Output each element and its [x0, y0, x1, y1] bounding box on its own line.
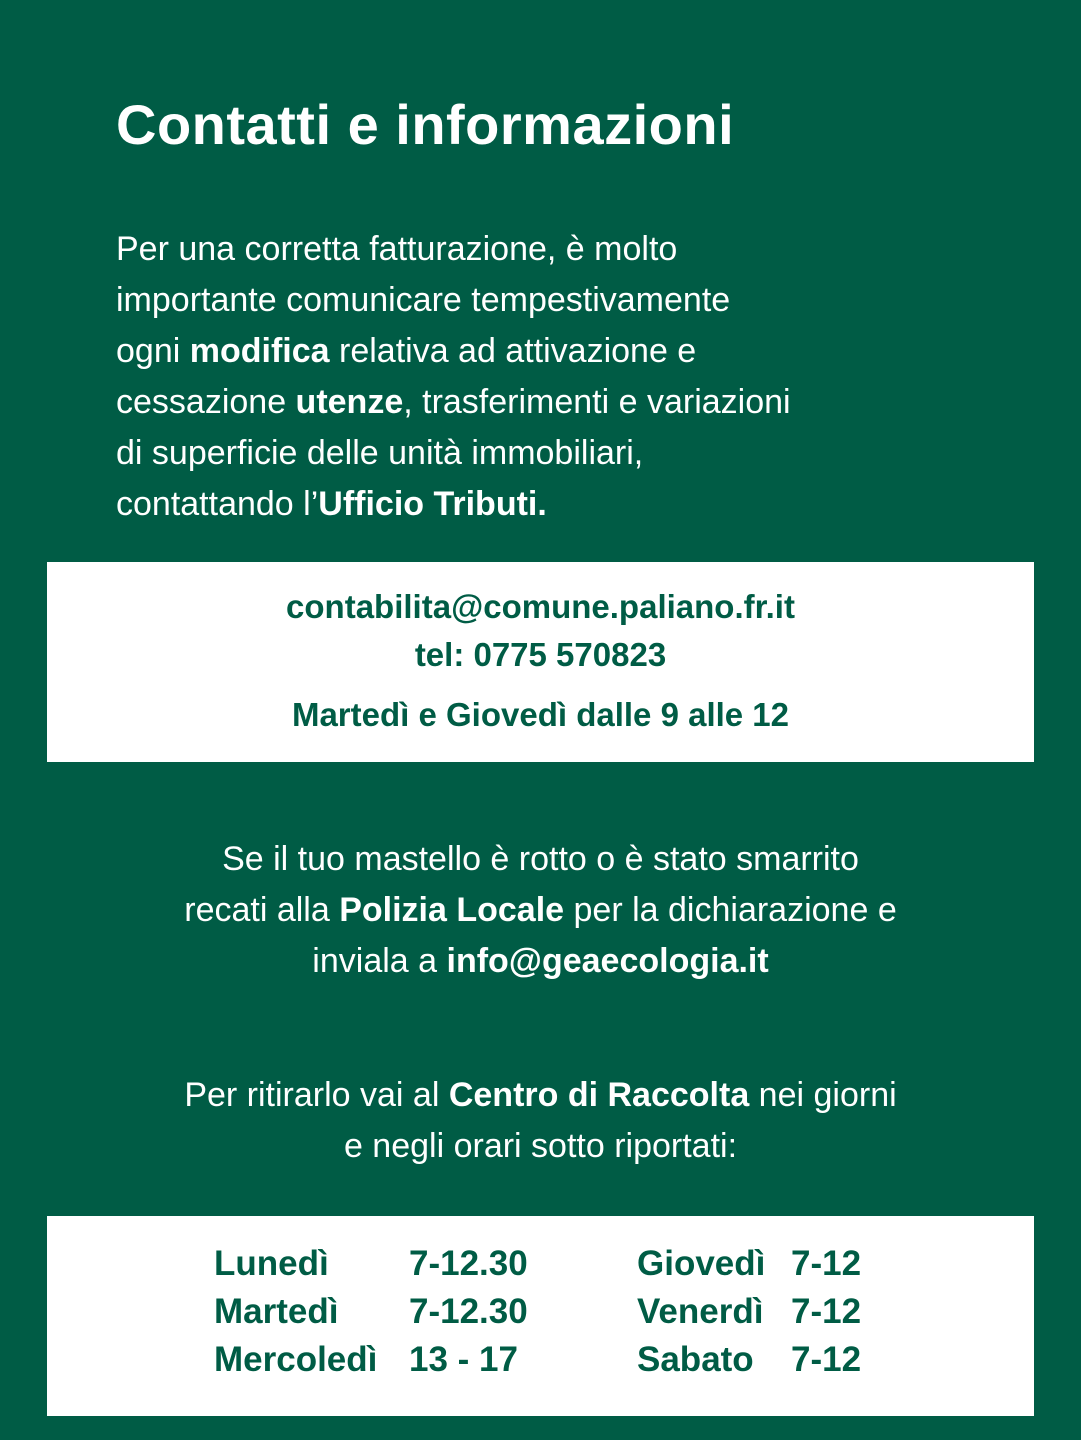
page-title: Contatti e informazioni [116, 93, 735, 156]
text-line: Per una corretta fatturazione, è molto [116, 230, 678, 268]
contact-hours: Martedì e Giovedì dalle 9 alle 12 [291, 696, 790, 733]
pickup-paragraph [0, 1070, 1081, 1172]
text-fragment: recati alla [184, 891, 340, 929]
emphasis-text: Centro di Raccolta [448, 1076, 750, 1114]
emphasis-text: modifica [189, 332, 330, 370]
schedule-time: 7-12 [791, 1340, 862, 1379]
schedule-time: 13 - 17 [409, 1340, 518, 1379]
emphasis-text: utenze [295, 383, 404, 421]
emphasis-text: Ufficio Tributi. [318, 485, 547, 523]
contact-email[interactable]: contabilita@comune.paliano.fr.it [286, 588, 795, 625]
text-fragment: relativa ad attivazione e [329, 332, 697, 370]
schedule-time: 7-12.30 [409, 1244, 528, 1283]
text-fragment: contattando l’ [116, 485, 319, 523]
text-fragment: ogni [116, 332, 190, 370]
text-fragment: inviala a [312, 942, 447, 980]
text-fragment: cessazione [116, 383, 296, 421]
schedule-time: 7-12.30 [409, 1292, 528, 1331]
schedule-day: Lunedì [214, 1244, 329, 1283]
text-fragment: nei giorni [749, 1076, 897, 1114]
text-line: importante comunicare tempestivamente [116, 281, 731, 319]
info-email[interactable]: info@geaecologia.it [446, 942, 769, 980]
text-line: Se il tuo mastello è rotto o è stato smarrito [222, 840, 859, 878]
text-fragment: , trasferimenti e variazioni [403, 383, 791, 421]
schedule-time: 7-12 [791, 1244, 862, 1283]
emphasis-text: Polizia Locale [339, 891, 565, 929]
text-line: di superficie delle unità immobiliari, [116, 434, 644, 472]
schedule-day: Mercoledì [214, 1340, 378, 1379]
broken-bin-paragraph [0, 834, 1081, 987]
schedule-day: Giovedì [637, 1244, 766, 1283]
text-fragment: Per ritirarlo vai al [184, 1076, 449, 1114]
schedule-box [47, 1216, 1034, 1416]
schedule-time: 7-12 [791, 1292, 862, 1331]
text-line: e negli orari sotto riportati: [343, 1127, 738, 1165]
billing-info-paragraph [116, 224, 976, 530]
schedule-day: Venerdì [637, 1292, 764, 1331]
contact-phone[interactable]: tel: 0775 570823 [414, 636, 667, 673]
contact-box [47, 562, 1034, 762]
schedule-day: Sabato [637, 1340, 754, 1379]
schedule-day: Martedì [214, 1292, 339, 1331]
text-fragment: per la dichiarazione e [564, 891, 897, 929]
